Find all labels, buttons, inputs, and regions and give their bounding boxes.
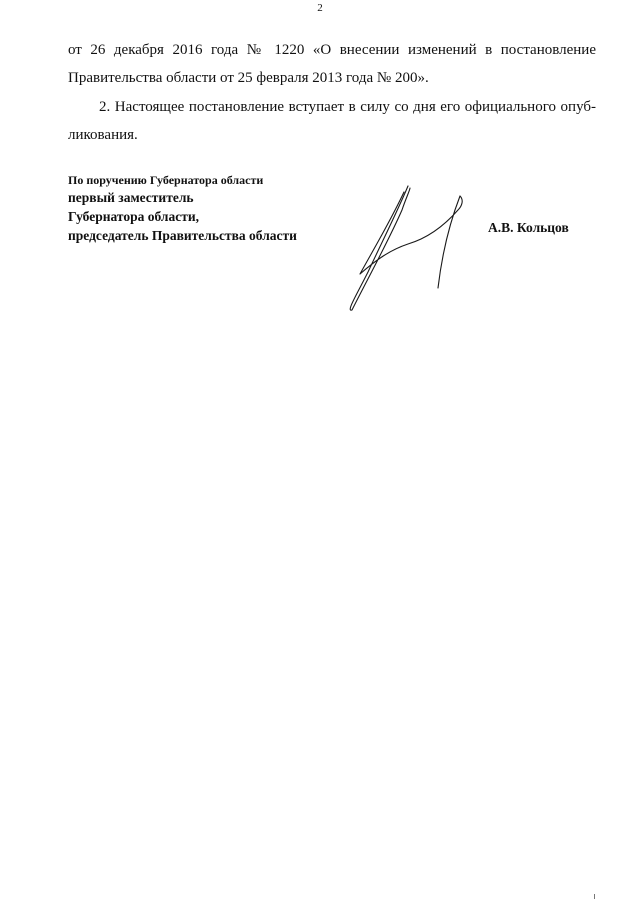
paragraph-2-line-2: ликования. xyxy=(68,127,138,143)
on-behalf-label: По поручению Губернатора области xyxy=(68,173,264,187)
scan-mark xyxy=(594,894,595,899)
paragraph-1-line-1: от 26 декабря 2016 года № 1220 «О внесении изменений в постановление xyxy=(68,42,596,58)
signature-block xyxy=(68,172,297,245)
position-line-3: председатель Правительства области xyxy=(68,228,297,243)
signer-name: А.В. Кольцов xyxy=(488,220,569,235)
paragraph-1 xyxy=(68,36,596,92)
paragraph-1-line-2: Правительства области от 25 февраля 2013 года № 200». xyxy=(68,70,429,86)
page-number: 2 xyxy=(317,2,323,14)
handwritten-signature-icon xyxy=(330,170,480,320)
paragraph-2-line-1: 2. Настоящее постановление вступает в силу со дня его официального опуб- xyxy=(99,99,596,115)
paragraph-2 xyxy=(68,93,596,149)
position-line-1: первый заместитель xyxy=(68,190,194,205)
position-line-2: Губернатора области, xyxy=(68,209,199,224)
